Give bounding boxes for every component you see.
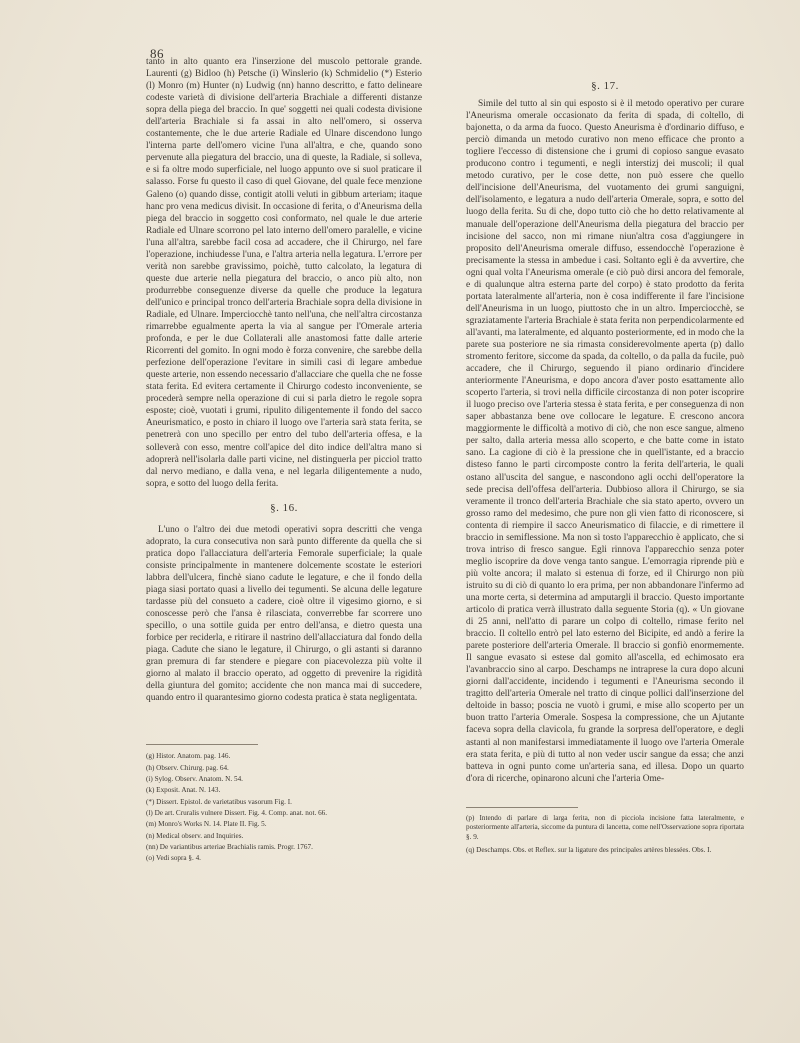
section-16-heading: §. 16.	[270, 501, 298, 514]
footnote: (l) De art. Cruralis vulnere Dissert. Fig. 4. Comp. anat. not. 66.	[146, 808, 328, 817]
footnote: (g) Histor. Anatom. pag. 146.	[146, 752, 231, 761]
left-column	[146, 56, 422, 864]
footnote: (k) Exposit. Anat. N. 143.	[146, 786, 221, 795]
footnote: (*) Dissert. Epistol. de varietatibus vasorum Fig. I.	[146, 797, 292, 806]
left-footnotes	[146, 751, 422, 864]
right-paragraph-1: Simile del tutto al sin qui esposto si è il metodo operativo per curare l'Aneurisma omerale occasionato da ferita di spada, di coltello, di bajonetta, o da arma da fuoco. Questo Aneurisma è d'ordinario diffuso, e perciò dimanda un metodo curativo non meno efficace che pronto a togliere l'eccesso di distensione che i grumi di copioso sangue evasato producono contro i tegumenti, e negli interstizj dei muscoli; il qual metodo curativo, per le cose dette, non può essere che quello dell'incisione dell'Aneurisma, del vuotamento dei grumi sanguigni, dell'isolamento, e legatura a nudo dell'arteria Omerale, sopra, e sotto del luogo della ferita. Su di che, dopo tutto ciò che ho detto relativamente al manuale dell'operazione dell'Aneurisma della piegatura del braccio per incisione del sacco, non mi rimane niun'altra cosa d'aggiungere in proposito dell'Aneurisma omerale diffuso, essendocchè l'operazione è precisamente la stessa in ambedue i casi. Soltanto egli è da avvertire, che ogni qual volta l'Aneurisma omerale (e ciò può dirsi ancora del femorale, e di qualunque altra esterna parte del corpo) è stato prodotto da ferita portata lateralmente all'arteria, non è cosa indifferente il fare l'incisione dell'Aneurisma in un luogo, piuttosto che in un altro. Imperciocchè, se sgraziatamente l'arteria Brachiale è stata ferita non perpendicolarmente ed all'avanti, ma lateralmente, ed alquanto posteriormente, ed in modo che la parete sua posteriore ne sia rimasta considerevolmente aperta (p) dallo stromento feritore, siccome da spada, da coltello, o da palla da fucile, può accadere, che il Chirurgo, seguendo il piano ordinario d'incidere anteriormente l'Aneurisma, e dopo ancora d'aver posto esattamente allo scoperto l'arteria, si trovi nella difficile circostanza di non poter iscoprire il luogo preciso ove l'arteria stessa è stata ferita, e per conseguenza di non saper abbastanza bene ove collocare le legature. E crescono ancora maggiormente le difficoltà a motivo di ciò, che non esce sangue, almeno per salto, dalla arteria messa allo scoperto, e che batte come in istato sano. La cagione di ciò è la pressione che in quell'istante, ed a braccio disteso fanno le parti circomposte contro la ferita dell'arteria, le quali ostano all'uscita del sangue, e nascondono agli occhi dell'operatore la sede precisa dell'offesa dell'arteria. Dubbioso allora il Chirurgo, se sia veramente il tronco dell'arteria Brachiale che sia stato aperto, ovvero un grosso ramo del medesimo, che pure non gli vien fatto di riconoscere, si contenta di riempire il sacco Aneurismatico di filaccie, e di rimettere il braccio in semiflessione. Ma non sì tosto l'apparecchio è applicato, che si trova intriso di fresco sangue. Egli rinnova l'apparecchio senza poter meglio iscoprire da dove venga tanto sangue. L'emorragia riprende più e più volte ancora; il malato si estenua di forze, ed il Chirurgo non più istruito su di ciò di quanto lo era prima, per non abbandonare l'infermo ad una morte certa, si determina ad amputargli il braccio. Questo importante articolo di pratica verrà illustrato dalla seguente Storia (q). « Un giovane di 25 anni, nell'atto di parare un colpo di coltello, rimase ferito nel braccio. Il coltello entrò pel lato esterno del Bicipite, ed andò a ferire la parete posteriore dell'arteria Omerale. Il braccio si gonfiò enormemente. Il sangue evasato si estese dal gomito all'ascella, ed echimosato era l'avanbraccio sino al carpo. Deschamps ne intraprese la cura dopo alcuni giorni dall'accidente, incidendo i tegumenti e l'Aneurisma secondo il tragitto dell'arteria Omerale nel tratto di cinque pollici dall'inserzione del deltoide in basso; poscia ne vuotò i grumi, e mise allo scoperto per un buon tratto l'arteria Omerale. Sospesa la compressione, che un Ajutante faceva sopra della clavicola, fu grande la sorpresa dell'operatore, e degli astanti al non manifestarsi immediatamente il luogo ove l'arteria Omerale era stata ferita, e più di tutto al non veder uscir sangue da essa; che anzi batteva in ogni punto come un'arteria sana, ed illesa. Dopo un quarto d'ora di ricerche, opinarono alcuni che l'arteria Ome-	[466, 99, 744, 784]
footnote: (o) Vedi sopra §. 4.	[146, 854, 201, 863]
left-paragraph-2: L'uno o l'altro dei due metodi operativi sopra descritti che venga adoprato, la cura consecutiva non sarà punto differente da quella che si pratica dopo l'allacciatura dell'arteria Femorale superficiale; la quale consiste principalmente in mantenere dolcemente scostate le esteriori labbra dell'ulcera, finchè siano cadute le legature, e che il fondo della piaga siasi portato quasi a livello dei tegumenti. Se alcuna delle legature tardasse più del consueto a cadere, cioè oltre il vigesimo giorno, e si conoscesse però che l'ansa è rilasciata, converrebbe far scorrere uno specillo, o una sottile guida per entro dell'ansa, e dietro questa una forbice per reciderla, e ritirare il nastrino dell'allacciatura dal fondo della piaga. Cadute che siano le legature, il Chirurgo, o gli astanti si daranno gran premura di far stendere e piegare con piacevolezza più volte il giorno al malato il braccio operato, ad oggetto di prevenire la rigidità della giuntura del gomito; accidente che non manca mai di succedere, quando entro il quarantesimo giorno codesta pratica è stata negligentata.	[146, 524, 422, 704]
right-footnotes	[466, 814, 744, 855]
footnote: (i) Sylog. Observ. Anatom. N. 54.	[146, 775, 243, 784]
footnote: (q) Deschamps. Obs. et Reflex. sur la ligature des principales artères blessées. Obs. I.	[466, 845, 712, 854]
section-17-heading: §. 17.	[591, 80, 619, 92]
footnote: (n) Medical observ. and Inquiries.	[146, 831, 244, 840]
footnote: (p) Intendo di parlare di larga ferita, non di picciola incisione fatta lateralmente, e posteriormente all'arteria, siccome da puntura di lancetta, come nell'Osservazione sopra riportata §. 9.	[466, 813, 744, 841]
footnote-rule	[146, 744, 258, 745]
footnote: (m) Monro's Works N. 14. Plate II. Fig. 5.	[146, 820, 267, 829]
left-paragraph-1: tanto in alto quanto era l'inserzione del muscolo pettorale grande. Laurenti (g) Bidloo (h) Petsche (i) Winslerio (k) Schmidelio (*) Esterio (l) Monro (m) Hunter (n) Ludwig (nn) hanno descritto, e fatto delineare codeste varietà di divisione dell'arteria Brachiale a differenti distanze sopra della piega del braccio. In que' soggetti nei quali codesta divisione dell'arteria Brachiale si fa assai in alto nell'omero, si osserva costantemente, che le due arterie Radiale ed Ulnare discendono lungo l'interna parte dell'omero vicine l'una all'altra, e che, quando sono pervenute alla piegatura del braccio, una di queste, la Radiale, si solleva, e si fa oltre modo superficiale, nel luogo appunto ove si suol praticare il salasso. Forse fu questo il caso di quel Giovane, del quale fece menzione Galeno (o) quando disse, contigit atolli veluti in gibbum arteriam; itaque hanc pro vena medicus divisit. In occasione di ferita, o d'Aneurisma della piega del braccio in soggetto così conformato, nel quale le due arterie Radiale ed Ulnare scorrono pel lato interno dell'omero paralelle, e vicine l'una all'altra, sarebbe facil cosa ad accadere, che il Chirurgo, nel fare l'operazione, inchiudesse l'una, e l'altra arteria nella legatura. L'errore per verità non sarebbe gravissimo, poichè, tutto calcolato, la legatura di queste due arterie nella piegatura del braccio, o anco più alto, non produrrebbe conseguenze diverse da quelle che produce la legatura dell'unico e principal tronco dell'arteria Brachiale sopra della divisione in Radiale, ed Ulnare. Imperciocchè tanto nell'una, che nell'altra circostanza rimarrebbe egualmente aperta la via al sangue per l'Omerale arteria profonda, e per le due Collaterali alle anastomosi fatte dalle arterie Ricorrenti del gomito. In ogni modo è forza convenire, che sarebbe della perfezione dell'operazione l'evitare in simili casi di legare ambedue queste arterie, non essendo necessario d'allacciare che quella che ne fosse stata ferita. Ed evitera certamente il Chirurgo codesto inconveniente, se procederà sempre nella operazione di cui si parla dietro le regole sopra esposte; cioè, vuotati i grumi, ripulito diligentemente il fondo del sacco Aneurismatico, e posto in chiaro il luogo ove l'arteria sarà stata ferita, se penetrerà con uno specillo per entro del tubo dell'arteria offesa, e la solleverà con esso, mentre coll'apice del dito indice dell'altra mano si adoprerà nell'isolarla dalle parti vicine, nel distinguerla per picciol tratto dal nervo mediano, e dalla vena, e nel legarla diligentemente a nudo, sopra, e sotto del luogo della ferita.	[146, 57, 422, 489]
page-number: 86	[150, 46, 164, 61]
footnote-rule	[466, 807, 578, 808]
footnote: (h) Observ. Chirurg. pag. 64.	[146, 763, 229, 772]
footnote: (nn) De variantibus arteriae Brachialis ramis. Progr. 1767.	[146, 842, 313, 851]
right-column	[466, 80, 744, 858]
